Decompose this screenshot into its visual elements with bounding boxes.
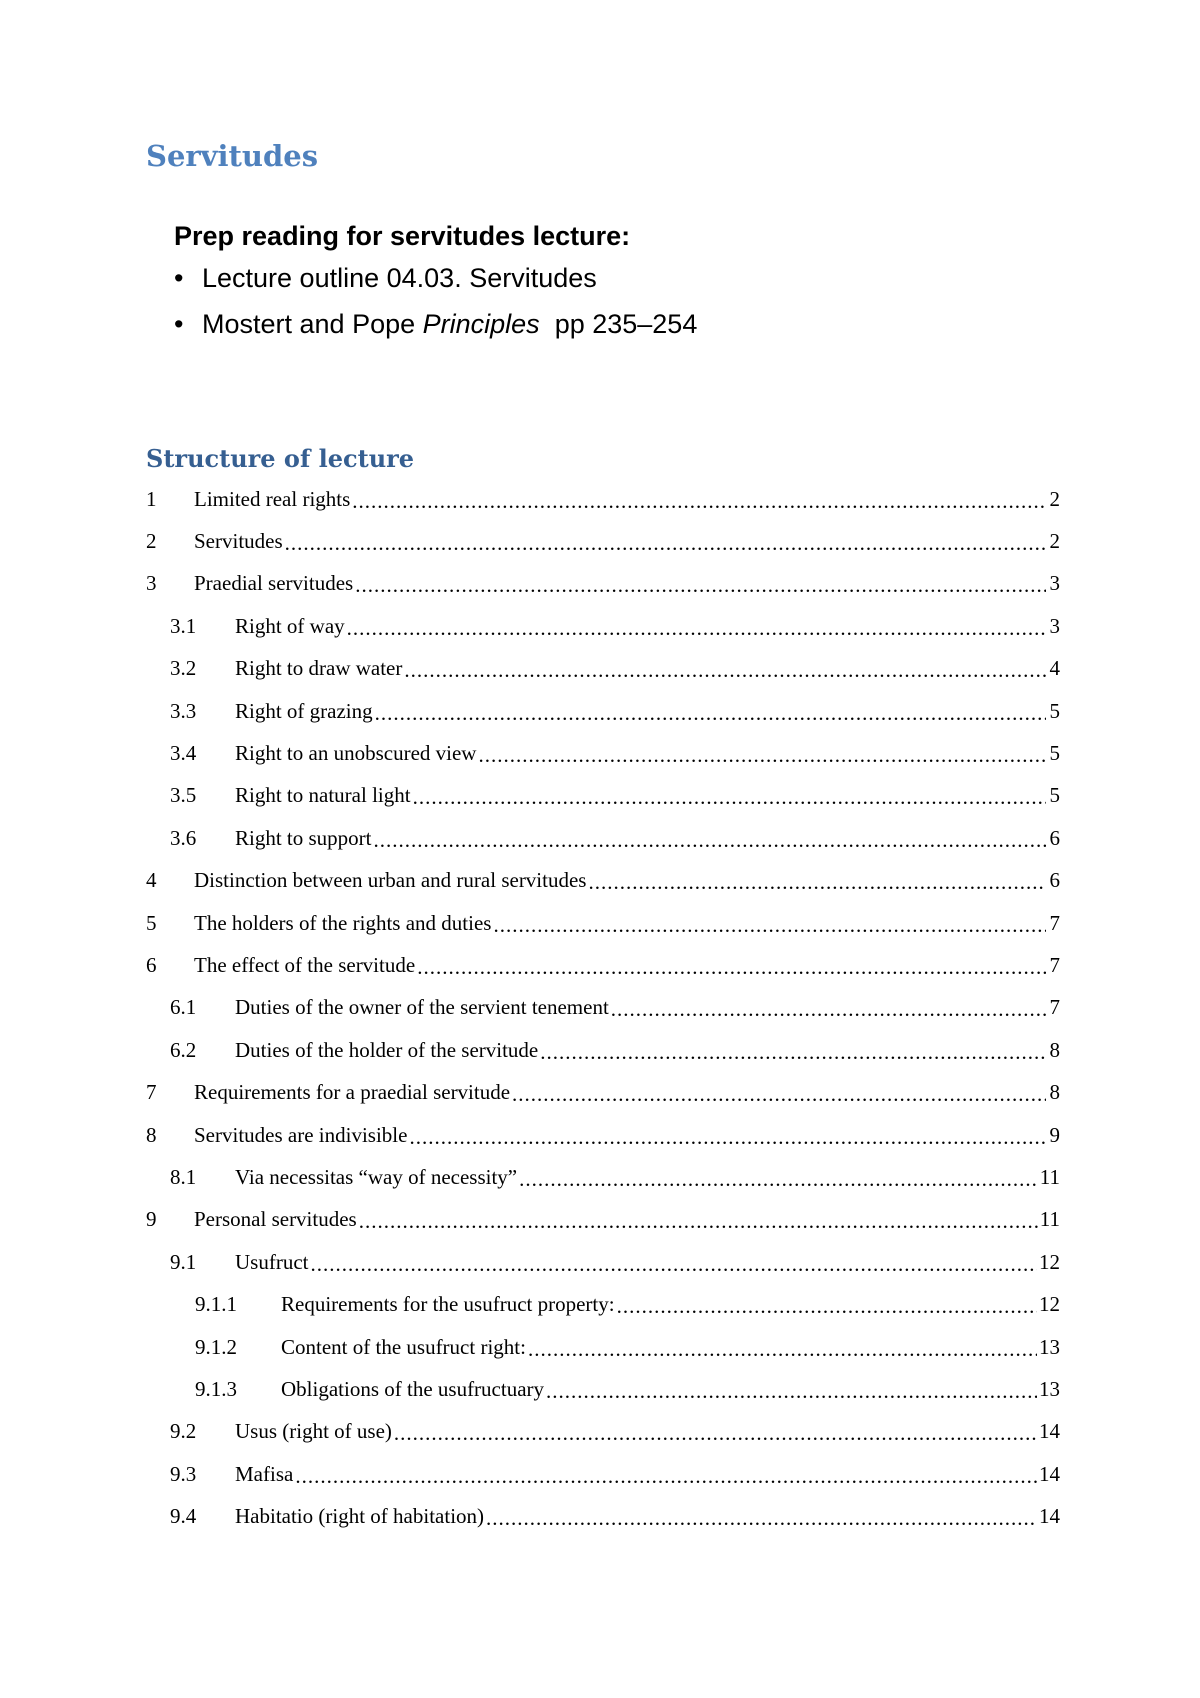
toc-dot-leader <box>478 743 1046 768</box>
toc-entry[interactable] <box>146 478 1060 520</box>
bullet-icon: • <box>174 263 184 293</box>
toc-entry-page: 9 <box>1049 1122 1060 1147</box>
toc-entry-number: 9 <box>146 1207 157 1232</box>
document-title: Servitudes <box>146 139 319 173</box>
toc-entry-title: Servitudes are indivisible <box>194 1122 408 1147</box>
toc-dot-leader <box>413 785 1046 810</box>
toc-dot-leader <box>347 616 1046 641</box>
toc-entry-page: 8 <box>1049 1080 1060 1105</box>
toc-entry-number: 9.1 <box>170 1249 197 1274</box>
toc-entry-number: 9.2 <box>170 1419 197 1444</box>
toc-entry[interactable] <box>146 1411 1060 1453</box>
toc-entry-title: Right to natural light <box>235 783 411 808</box>
toc-entry[interactable] <box>146 648 1060 690</box>
toc-dot-leader <box>493 913 1046 938</box>
toc-entry-title: Right to an unobscured view <box>235 741 477 766</box>
toc-dot-leader <box>404 658 1046 683</box>
toc-entry-number: 3.6 <box>170 825 197 850</box>
toc-entry-title: Usufruct <box>235 1249 309 1274</box>
toc-dot-leader <box>359 1209 1038 1234</box>
toc-entry[interactable] <box>146 520 1060 562</box>
toc-entry-page: 13 <box>1039 1376 1060 1401</box>
toc-entry[interactable] <box>146 1114 1060 1156</box>
toc-entry-title: Mafisa <box>235 1461 294 1486</box>
toc-entry[interactable] <box>146 563 1060 605</box>
toc-entry-page: 8 <box>1049 1037 1060 1062</box>
toc-dot-leader <box>409 1125 1046 1150</box>
prep-reading-section <box>174 223 697 357</box>
toc-entry[interactable] <box>146 1326 1060 1368</box>
toc-entry-title: Content of the usufruct right: <box>281 1334 526 1359</box>
toc-dot-leader <box>417 955 1046 980</box>
toc-entry-number: 3.1 <box>170 613 197 638</box>
toc-dot-leader <box>546 1379 1037 1404</box>
toc-entry-page: 5 <box>1049 783 1060 808</box>
toc-entry-number: 9.1.2 <box>195 1334 237 1359</box>
toc-dot-leader <box>295 1464 1037 1489</box>
toc-entry-number: 7 <box>146 1080 157 1105</box>
prep-reading-item <box>174 311 697 338</box>
bullet-icon: • <box>174 309 184 339</box>
table-of-contents <box>146 478 1060 1538</box>
toc-entry[interactable] <box>146 987 1060 1029</box>
toc-entry[interactable] <box>146 860 1060 902</box>
toc-entry-title: Right to draw water <box>235 656 403 681</box>
toc-entry-page: 14 <box>1039 1419 1060 1444</box>
toc-entry-page: 7 <box>1049 910 1060 935</box>
toc-entry-number: 6 <box>146 952 157 977</box>
toc-entry[interactable] <box>146 775 1060 817</box>
prep-reading-text: Mostert and Pope <box>202 309 423 339</box>
toc-entry-number: 3.2 <box>170 656 197 681</box>
toc-entry-number: 3 <box>146 571 157 596</box>
toc-entry-title: Usus (right of use) <box>235 1419 392 1444</box>
toc-entry[interactable] <box>146 902 1060 944</box>
toc-entry-page: 3 <box>1049 571 1060 596</box>
toc-entry-title: Obligations of the usufructuary <box>281 1376 545 1401</box>
toc-entry[interactable] <box>146 1241 1060 1283</box>
toc-entry-title: Servitudes <box>194 529 283 554</box>
toc-entry-page: 7 <box>1049 995 1060 1020</box>
toc-entry[interactable] <box>146 1199 1060 1241</box>
toc-entry-title: The holders of the rights and duties <box>194 910 492 935</box>
toc-entry[interactable] <box>146 1453 1060 1495</box>
prep-reading-text: Lecture outline 04.03. Servitudes <box>202 263 597 293</box>
toc-dot-leader <box>611 997 1046 1022</box>
toc-dot-leader <box>310 1252 1037 1277</box>
toc-entry-number: 4 <box>146 868 157 893</box>
toc-entry-title: Limited real rights <box>194 486 351 511</box>
toc-entry-number: 8 <box>146 1122 157 1147</box>
toc-entry-title: Habitatio (right of habitation) <box>235 1504 485 1529</box>
toc-entry-title: Via necessitas “way of necessity” <box>235 1164 518 1189</box>
toc-entry-page: 7 <box>1049 952 1060 977</box>
toc-entry-title: Duties of the owner of the servient tenement <box>235 995 609 1020</box>
toc-entry-title: Duties of the holder of the servitude <box>235 1037 539 1062</box>
toc-entry-title: Right to support <box>235 825 372 850</box>
toc-entry-page: 14 <box>1039 1461 1060 1486</box>
prep-reading-heading: Prep reading for servitudes lecture: <box>174 221 631 251</box>
toc-entry-number: 9.3 <box>170 1461 197 1486</box>
toc-entry[interactable] <box>146 944 1060 986</box>
prep-reading-list <box>174 265 697 338</box>
toc-entry[interactable] <box>146 817 1060 859</box>
prep-reading-item <box>174 265 697 292</box>
toc-entry-title: Right of grazing <box>235 698 373 723</box>
toc-dot-leader <box>512 1082 1046 1107</box>
toc-dot-leader <box>355 573 1046 598</box>
toc-entry-title: Requirements for the usufruct property: <box>281 1292 615 1317</box>
toc-entry[interactable] <box>146 1156 1060 1198</box>
toc-entry-page: 12 <box>1039 1249 1060 1274</box>
toc-entry[interactable] <box>146 690 1060 732</box>
toc-dot-leader <box>394 1421 1037 1446</box>
toc-dot-leader <box>352 489 1046 514</box>
toc-entry-title: Personal servitudes <box>194 1207 357 1232</box>
toc-entry-page: 6 <box>1049 825 1060 850</box>
toc-entry-number: 6.1 <box>170 995 197 1020</box>
toc-entry-page: 12 <box>1039 1292 1060 1317</box>
prep-reading-suffix: pp 235–254 <box>539 309 698 339</box>
toc-entry-number: 2 <box>146 529 157 554</box>
toc-entry-number: 3.3 <box>170 698 197 723</box>
toc-entry-title: Requirements for a praedial servitude <box>194 1080 511 1105</box>
toc-entry-number: 3.5 <box>170 783 197 808</box>
toc-dot-leader <box>588 870 1046 895</box>
toc-entry-number: 3.4 <box>170 741 197 766</box>
toc-entry[interactable] <box>146 732 1060 774</box>
toc-entry-number: 5 <box>146 910 157 935</box>
toc-dot-leader <box>617 1294 1037 1319</box>
toc-entry-title: Distinction between urban and rural servitudes <box>194 868 587 893</box>
toc-entry-title: Praedial servitudes <box>194 571 354 596</box>
toc-dot-leader <box>519 1167 1038 1192</box>
toc-entry-title: The effect of the servitude <box>194 952 416 977</box>
toc-entry-page: 6 <box>1049 868 1060 893</box>
toc-entry-number: 1 <box>146 486 157 511</box>
toc-dot-leader <box>374 828 1046 853</box>
toc-dot-leader <box>528 1337 1037 1362</box>
toc-entry-title: Right of way <box>235 613 345 638</box>
toc-entry-page: 14 <box>1039 1504 1060 1529</box>
toc-entry[interactable] <box>146 605 1060 647</box>
toc-entry[interactable] <box>146 1071 1060 1113</box>
toc-entry-number: 9.1.1 <box>195 1292 237 1317</box>
toc-entry-number: 9.1.3 <box>195 1376 237 1401</box>
toc-entry-page: 13 <box>1039 1334 1060 1359</box>
toc-entry-page: 2 <box>1049 529 1060 554</box>
toc-entry-page: 11 <box>1039 1207 1060 1232</box>
toc-entry[interactable] <box>146 1368 1060 1410</box>
toc-entry-number: 6.2 <box>170 1037 197 1062</box>
toc-entry-page: 2 <box>1049 486 1060 511</box>
prep-reading-italic: Principles <box>422 309 540 339</box>
toc-dot-leader <box>285 531 1046 556</box>
toc-entry-page: 5 <box>1049 741 1060 766</box>
toc-dot-leader <box>540 1040 1046 1065</box>
toc-entry-page: 4 <box>1049 656 1060 681</box>
toc-dot-leader <box>375 701 1046 726</box>
toc-entry-page: 3 <box>1049 613 1060 638</box>
toc-heading: Structure of lecture <box>146 444 415 473</box>
toc-entry-number: 8.1 <box>170 1164 197 1189</box>
toc-entry[interactable] <box>146 1029 1060 1071</box>
toc-entry[interactable] <box>146 1495 1060 1537</box>
toc-entry-number: 9.4 <box>170 1504 197 1529</box>
toc-dot-leader <box>486 1506 1037 1531</box>
toc-entry-page: 11 <box>1039 1164 1060 1189</box>
toc-entry[interactable] <box>146 1283 1060 1325</box>
toc-entry-page: 5 <box>1049 698 1060 723</box>
